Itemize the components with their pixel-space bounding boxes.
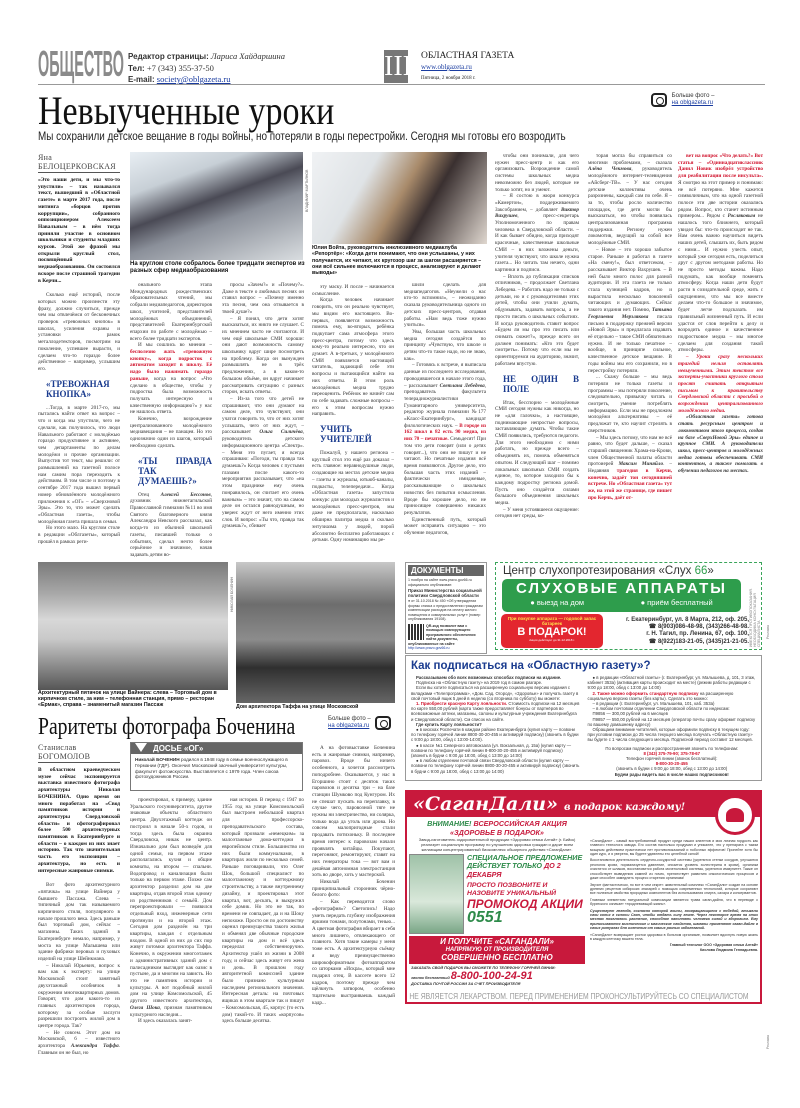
article-column bbox=[404, 282, 486, 554]
text-run: Светлана Лебедева bbox=[439, 382, 485, 389]
text-run: Стоимость подписки на 12 месяцев по карте 550,00 рублей (карта также предоставляет бонусы от партнёров во всевозможные аптеки, магазины, салоны и культурные учреждения Екатеринбурга и Свердловской области). См список на сайте. bbox=[411, 701, 580, 722]
ad-paragraph: Восстановится деятельность сердечно-сосудистой системы (укрепятся стенки сосудов, улучшится реология крови, нормализуется давление, снизится уровень холестерина в крови), организм очистится от шлаков, восстановится работа мочеполовой системы, укрепится иммунитет. Также он способствует выведению камней из почек, препятствует развитию онкологических процессов и даже способен замедлить процесс старения организма! bbox=[590, 858, 758, 881]
photo-caption: Дом архитектора Таффа на улице Московской bbox=[236, 704, 359, 710]
article-column bbox=[588, 153, 672, 554]
text-run: – Не совсем. Этот дом на Московской, 6 – известного архитектора bbox=[38, 1029, 120, 1050]
paragraph bbox=[495, 274, 579, 368]
article-subtitle: Мы сохранили детское вещание в годы войны, но потеряли в годы перестройки. Сегодня мы готовы его возродить bbox=[38, 131, 566, 143]
ad-headline: СЛУХОВЫЕ АППАРАТЫ bbox=[516, 580, 727, 597]
product-package-image bbox=[409, 854, 464, 934]
text-run: не нашлось того ближнего, который увидел бы: что-то происходит не так. Нам очень важно научиться видеть наших детей, слышать их, быть рядом с ними... И нужно учесть опыт, который уже сегодня есть, поделиться друг с другом методами работы. Но не просто методы важны. Надо подумать, как вообще поменять атмосферу. Когда наши дети будут расти в созидательной среде, жить с ощущением, что мы все вместе делаем что-то большое и значимое, будет легче подсказать им правильный жизненный путь. И если удастся от слов перейти к делу и возродить единое и качественное подростковое медиа – мы многое сделаем для создания такой атмосферы. bbox=[678, 213, 763, 354]
text-run: – в редакции (г. Екатеринбург, ул. Малышева, 101, каб. 353а) bbox=[592, 701, 715, 707]
text-run: проектировал, к примеру, здание Уральского госуниверситета, другие знаковые объекты областного центра. Двухэтажный коттедж он построил в начале 50-х годов, и тогда здесь была окраина Свердловска, никак не центр. Изначально дом был возведён для одной семьи, на первом этаже располагались кухня и общие комнаты, на втором — спальни. Водопровод и канализация были только на первом этаже. Позже сам архитектор разделил дом на две квартиры, отдав второй этаж одному из родственников с семьёй. Дом перепроектировали — появился отдельный вход, инженерные сети протянули и на второй этаж. Сегодня дом разделён на три квартиры, каждая с отдельным входом. В одной из них до сих пор живут потомки архитектора Таффа. Конечно, в окружении многоэтажек и административных зданий дом с палисадником выглядит как оазис в пустыне, да и многим на зависть. Но это не памятник истории и культуры. А вот подобный жилой дом на улице Комсомольской, 45 другого известного архитектора, bbox=[130, 797, 212, 1005]
offer bbox=[467, 854, 585, 880]
ad-paragraph: Существует легенда, согласно которой воины, возвращающиеся с победой, втыкали свои копья в склоны Саян, чтобы отдать силу земле. Через некоторое время на этих местах появлялось растение, способное наполнять человека силой и здоровьем. Ему приписываются мистические и магические свойства, шаманы применяют саган-дайля в своих ритуалах для излечения от самых разных заболеваний. bbox=[590, 908, 758, 931]
article-column bbox=[38, 882, 120, 1056]
text-run: Вот фото архитектурного «пятачка» на улице Вайнера у бывшего Пассажа. Слева – типичный дом так называемого кирпичного стиля, популярного в начале прошлого века. Здесь раньше был торговый дом, сейчас – магазины. Таких зданий в Екатеринбурге немало, например, у моста на улице Малышева или здание фабрики перовых и пуховых изделий на улице Шейнкмана. bbox=[38, 882, 120, 962]
subscription-paragraph bbox=[588, 727, 757, 743]
text-run: Подписка на «Областную газету» на 2019 год в самом разгаре. bbox=[416, 680, 543, 686]
article-title: Раритеты фотографа Боченина bbox=[38, 714, 296, 740]
text-run: Росляковым bbox=[727, 213, 756, 220]
sagandali-ad[interactable] bbox=[405, 790, 762, 1004]
text-run: , когда на вопрос «Что сделано в обществе, чтобы у подростка была возможность получать интересную и качественную информацию?» у нас не нашлось ответа. bbox=[130, 375, 212, 416]
subscription-closing: Будем рады видеть вас в числе наших подписчиков! bbox=[614, 771, 729, 777]
text-run: Сколько ещё историй, после которых можно произнести эту фразу, должно случиться, прежде чем мы отвлечёмся от бесконечных проверок «тревожных кнопок» в школах, усиления охраны и установки рамок металлодетекторов, посмотрим на поколение, успевшее вырасти, и сделаем что-то гораздо более действенное – например, услышим его. bbox=[38, 292, 120, 372]
text-run: И мы сошлись во мнении – bbox=[138, 342, 212, 349]
ad-title bbox=[503, 565, 757, 577]
article-column bbox=[38, 292, 120, 553]
campaign: ВСЕРОССИЙСКАЯ АКЦИЯ «ЗДОРОВЬЕ В ПОДАРОК» bbox=[450, 818, 567, 837]
text-run: Конечно, возрождение централизованного молодёжного медиавещания – не панацея. Но это однозначно один из шагов, который необходимо сделать. bbox=[130, 416, 212, 449]
text-run: бесполезно жать «тревожную кнопку», когда подросток с автоматом заходит в школу. Её надо было нажимать гораздо раньше bbox=[130, 349, 212, 382]
paragraph bbox=[678, 153, 763, 354]
attention: ВНИМАНИЕ! bbox=[427, 818, 472, 828]
paragraph bbox=[38, 292, 120, 372]
document-text: ● от 31.10.2018 № 450 «Об утверждении формы списка о предоставлении гражданам компенсации расходов на оплату жилого помещения и коммунальных услуг» (номер опубликования 19108). bbox=[408, 599, 483, 621]
text-run: ...Тогда, в марте 2017-го, мы пытались найти ответ на вопрос – что и когда мы упустили, чего не сделали, как получилось, что люди Навального работают с молодёжью гораздо продуктивнее и активнее, чем департаменты по делам молодёжи и прочие организации. Выпустив тот текст, мы решили: от размышлений на газетной полосе нам самим пора переходить к действиям. В том числе и поэтому в сентябре 2017 года вышел первый номер обновлённого молодёжного приложения к «ОГ» – «Сверхновой Эры». Это то, что может сделать «Областная газета», чтобы молодёжная газета пришла в семьи. bbox=[38, 404, 120, 525]
subscription-paragraph bbox=[411, 758, 580, 774]
qr-code-icon[interactable] bbox=[408, 624, 424, 640]
paragraph bbox=[404, 362, 486, 516]
text-run: просы «Зачем?» и «Почему?». Даже в тексте о любимых песнях он ставил вопрос – «Почему именно эта песня, чем она отзывается в твоей душе?» bbox=[222, 282, 304, 315]
text-run: Татьяна Георгиевна Мерзлякова bbox=[588, 307, 672, 320]
ad-feature: ● выезд на дом bbox=[530, 598, 585, 607]
text-run: Обращаем внимание читателей, которые оформили подписку в текущем году: при условии подписки до 25 числа текущего месяца получать «Областную газету» вы будете с 1 числа следующего месяца. Подписной период составит 12 месяцев. bbox=[587, 727, 753, 743]
email-label: E-mail: bbox=[128, 75, 155, 84]
article-column bbox=[495, 153, 579, 554]
documents-title: ДОКУМЕНТЫ bbox=[408, 565, 484, 576]
issue-date: Пятница, 2 ноября 2018 г. bbox=[421, 76, 476, 81]
hearing-aid-ad[interactable] bbox=[495, 562, 762, 650]
phone[interactable]: ☎ 8(903)086-48-98, (343)266-48-98. bbox=[648, 624, 749, 631]
address: г. Екатеринбург, ул. 8 Марта, 212, оф. 205, bbox=[626, 617, 749, 623]
offer-date: ДО 2 ДЕКАБРЯ bbox=[467, 861, 561, 879]
photo-credit: НИКОЛАЙ БОЧЕНИН bbox=[230, 577, 234, 612]
paper-name: ОБЛАСТНАЯ ГАЗЕТА bbox=[421, 51, 515, 61]
ad-headline-box bbox=[502, 579, 741, 612]
text-run: писала письмо в поддержку прежней версии «Новой Эры» и предлагала издавать её отдельно – такое СМИ обязательно нужно. И не только печатное – вообще, в принципе сильное, качественное детское вещание. В годы войны мы его сохранили, но в перестройку потеряли. bbox=[588, 313, 672, 374]
text-run: Где купить Карту лояльности? bbox=[416, 721, 482, 727]
brand-logo-icon bbox=[715, 795, 755, 835]
promo-label: ПРОМОКОД АКЦИИ bbox=[467, 897, 583, 912]
ad-body bbox=[590, 819, 758, 989]
text-run: – Из-за того что детей не спрашивают, что они думают на самом деле, что чувствуют, они учатся говорить то, что от них хотят услышать, чего от них ждут, – рассказывает bbox=[222, 395, 304, 436]
subheading: «ТЫ ПРАВДА ТАК ДУМАЕШЬ?» bbox=[138, 455, 212, 486]
more-photos-label: Больше фото – bbox=[328, 716, 371, 722]
text-run: ● в редакции «Областной газеты» (г. Екатеринбург, ул. Малышева, д. 101, 3 этаж, кабинет 353а) (активация карты происходит на месте) (режим работы редакции с 9:00 до 18:00, обед с 13:00 до 14:00) bbox=[587, 675, 756, 691]
section-rubric: ОБЩЕСТВО bbox=[38, 43, 124, 84]
text-run: , пресс-секретарь Уполномоченного по правам человека в Свердловской области. – И как бывает обидно, когда приходят красочные, качественные школьные СМИ – в них вложены деньги, учителя чувствуют, что школе нужна газета... Но читать там нечего, одни картинки и подписи. bbox=[495, 213, 579, 273]
text-run: , преподаватель факультета телерадиожурналистики Гуманитарного университета, редактор журнала гимназии №177 «Класс-Екатеринбург», кандидат филологических наук. – bbox=[404, 382, 486, 429]
promo-call: ПРОСТО ПОЗВОНИТЕ И НАЗОВИТЕ УНИКАЛЬНЫЙ bbox=[467, 882, 557, 897]
text-run: , признан памятником культурного наследия... bbox=[130, 1004, 213, 1018]
address: г. Н. Тагил, пр. Ленина, 67, оф. 100, bbox=[646, 631, 749, 638]
text-run: П9857 — 550,00 рублей на 12 месяцев (оператор почты сразу оформит подписку по вашему домашнему адресу) bbox=[587, 716, 756, 727]
text-run: «Областная газета» готова стать ресурсным центром и локомотивом этого процесса, создав на базе «СверхНовой Эры» единое и крупное СМИ. А руководители школ, пресс-центров и молодёжных медиа готовы обеспечивать СМИ контентом, а также помогать в обучении педагогов на местах. bbox=[678, 414, 763, 475]
text-run: трагедия в Керчи, конечно, задаёт тон сегодняшней встрече. Но «Областная газета» тут же, на этой же странице, где пишет про Керчь, даёт от- bbox=[588, 468, 673, 501]
article-column bbox=[130, 282, 212, 558]
photo-credit: ВЛАДИМИР МАРТЬЯНОВ bbox=[305, 169, 309, 212]
text-run: Олега Шока bbox=[130, 1004, 160, 1011]
paragraph bbox=[678, 414, 763, 474]
more-photos-link[interactable]: на oblgazeta.ru bbox=[328, 723, 370, 729]
text-run: , руководитель детского информационного центра «Спектр». – Меня это пугает, я всегда спрашиваю: «Погоди, ты правда так думаешь?» Когда человек с пустыми глазами после какого-то мероприятия рассказывает, что «на этом празднике ему очень понравилось, он считает его очень важным» – это значит, что на самом деле он остался равнодушным, но уверен: ждут от него именно этих слов. И вопрос: «Ты что, правда так думаешь?», сбивает bbox=[222, 429, 304, 530]
text-run: – Как переводится слово «фотография»? Светопись! Надо уметь передать глубину изображения яркими тонами, полутонами, тенью... А цветная фотография вбирает в себя много лишнего, отвлекающего от главного. Хотя такие камеры у меня тоже есть. А архитектурную съёмку я веду преимущественно широкоформатным фотоаппаратом со шторками «Искра», который мне подарил отец. В кассете всего 12 кадров, поэтому прежде чем щёлкнуть затвором, особенно тщательно выстраиваешь каждый кадр... bbox=[312, 899, 395, 1006]
get-line: НАПРЯМУЮ ОТ ПРОИЗВОДИТЕЛЯ bbox=[445, 946, 549, 953]
dossier-box bbox=[130, 742, 303, 791]
house-photo bbox=[236, 562, 395, 703]
text-run: – Новое – это хорошо забытое старое. Раньше я работал в газете «На смену!», был ответсеком, – рассказывает Виктор Вахрушев. – В ней было много полос для разной аудитории. И эта газета не только стала кузницей кадров, но и вырастила несколько поколений читающих и думающих. Сейчас такого издания нет. Помню, bbox=[588, 246, 672, 314]
paragraph bbox=[222, 282, 304, 316]
text-run: ная история. В период с 1947 по 1955 год на улице Комсомольской был выстроен небольшой квартал для профессорско-преподавательского состава, который прозвали «немецким» за малоэтажные дома-коттеджи в европейском стиле. Большинство из них были коммуналками, в квартирах жили по несколько семей. Раньше поговаривали, что Олег Шок, большой специалист по малоэтажному и коттеджному строительству, а также внутреннему дизайну, и проектировал этот квартал, вот, дескать, и выкружил себе домик. Но это не так, по времени не совпадает, да и на Шоку непохоже. Просто он по достоинству оценил преимущества такого жилья и обменял две обычные городские квартиры на дом и всё здесь переделал собственноручно. Архитектор ушёл из жизни в 2008 году, и сейчас здесь живут его жена и дочь. В прошлом году авторитетной комиссией здание было признано культурным наследием регионального значения. Интересная деталь: на почтовых ящиках в этом квартале так и пишут – Комсомольская, 45, корпус (то есть дом) такой-то. И таких «корпусов» здесь больше десятка. bbox=[222, 797, 304, 1025]
text-run: Но этого мало. На круглом столе в редакции «Облгазеты», который прошёл в рамках реги- bbox=[38, 525, 120, 545]
dossier-body: родился в 1948 году в семье военнослужащего в Германии (ГДР). Окончил Московский заочный университет культуры, факультет фотоискусства. Выставляется с 1979 года. Член союза фотохудожников России. bbox=[135, 757, 288, 780]
documents-intro: 1 ноября на сайте www.pravo.gov66.ru официально опубликован: bbox=[408, 578, 472, 587]
more-photos[interactable] bbox=[328, 716, 394, 730]
ad-slogan: в подарок каждому! bbox=[563, 801, 686, 813]
qr-text: QR-код позволит вам с помощью сканирующего программного обеспечения найти документы, опубликованные на сайте bbox=[408, 623, 476, 646]
paragraph bbox=[38, 882, 120, 962]
ad-promo-box bbox=[501, 614, 603, 648]
dossier-title: ДОСЬЕ «ОГ» bbox=[131, 743, 302, 754]
editor-name: Лариса Хайдаршина bbox=[210, 51, 285, 61]
ad-title-number: 66 bbox=[694, 565, 708, 577]
text-run: – Вплоть до публикации списков отличников, – продолжает Светлана Лебедева. – Работать надо не только с детьми, но и с руководителями этих детей, чтобы они учили думать, обдумывать, задавать вопросы, а не просто писать о школьных событиях. И когда руководитель ставит вопрос «Будем ли мы про это писать или снимать сюжет?», прежде всего он должен понимать: «Кто это будет смотреть». Потому что если мы не ориентируемся на аудиторию, значит, работаем впустую. bbox=[495, 273, 579, 367]
ad-title-text: Центр слухопротезирования «Слух bbox=[503, 565, 695, 577]
paragraph bbox=[38, 1030, 120, 1057]
text-run: Единственный путь, который может исправить ситуацию – это обучение педагогов, bbox=[404, 516, 486, 537]
subscription-title: Как подписаться на «Областную газету»? bbox=[411, 660, 651, 672]
photo-caption: На круглом столе собралось более тридцати экспертов из разных сфер медиаобразования bbox=[130, 261, 305, 274]
text-run: эту маску. И после – начинается осмысление. bbox=[312, 284, 394, 297]
subscription-paragraph bbox=[411, 743, 580, 759]
editor-info bbox=[128, 51, 285, 86]
email-link[interactable]: society@oblgazeta.ru bbox=[156, 74, 231, 84]
order-text: ЗАКАЗАТЬ СВОЙ ПОДАРОК ВЫ СМОЖЕТЕ ПО ТЕЛЕФОНУ ГОРЯЧЕЙ ЛИНИИ: bbox=[411, 965, 556, 970]
hotline-hours: (звонить в будни с 9:00 до 18:00, обед с 13:00 до 14:00) bbox=[616, 766, 728, 772]
contact-label: По вопросам подписки и распространения звонить по телефонам: bbox=[605, 745, 739, 751]
text-run: ● в любом отделении почтовой связи Свердловской области (купил карту — позвони по телефону горячей линии 8800-30-20-455 и активируй подписку) (звонить в будни с 9:00 до 18:00, обед с 13:00 до 14:00) bbox=[411, 758, 580, 774]
subscription-right bbox=[588, 675, 757, 743]
paragraph bbox=[38, 525, 120, 545]
ad-warning: ИМЕЮТСЯ ПРОТИВОПОКАЗАНИЯ. НЕОБХОДИМА КОНСУЛЬТАЦИЯ СПЕЦИАЛИСТА bbox=[749, 588, 761, 647]
street-photo bbox=[38, 562, 228, 690]
text-run: И здесь оказалась занят- bbox=[138, 1018, 193, 1025]
text-run: – Я понял, что дети хотят высказаться, их никто не слушает. С их мнением часто не считаются. И чем ещё школьные СМИ хороши: они дают возможность самому школьнику вдруг шире посмотреть на проблему. Когда он вынужден размышлять не в трёх предложениях, а в каком-то большом объёме, он вдруг начинает рассматривать ситуацию с разных сторон, искать ответы. bbox=[222, 315, 304, 396]
subscription-paragraph bbox=[411, 701, 580, 722]
paragraph bbox=[130, 1018, 212, 1025]
ad-paragraph: «СаганДали» - самый востребованный продукт среди наших клиентов и моя личная гордость как главного технолога завода. Его состав настолько продуман и уникален, что у препарата с таким мощным действием практически нет противопоказаний и побочных эффектов! Пропейте хотя бы один курс, и я уверена, вы будете удивлены его целебной силой! bbox=[590, 838, 758, 857]
signature: Кислова Людмила Геннадьевна. bbox=[699, 947, 758, 952]
paragraph bbox=[588, 435, 672, 502]
photo-caption: Архитектурный пятачок на улице Вайнера: слева – Торговый дом в кирпичном стиле, за ним – телефонная станция, прямо – ресторан «Ермак», справа – знаменитый магазин Пассаж bbox=[38, 690, 217, 709]
article-title: Невыученные уроки bbox=[38, 88, 335, 133]
paragraph bbox=[222, 797, 304, 1025]
text-run: – Готовясь к встрече, я выписала данные из последнего исследования, проводившегося в начале этого года, – рассказывает bbox=[404, 362, 486, 389]
text-run: шили сделать для медиапедагогов. «Неужели о нас кто-то вспомнил», – неожиданно сказала руководительница одного из детских пресс-центров, отдавая работы. «Нам ведь тоже нужно учиться». bbox=[404, 282, 486, 329]
page-number: III bbox=[384, 51, 412, 82]
text-run: Максим Миняйло bbox=[618, 461, 664, 468]
paragraph bbox=[588, 374, 672, 434]
documents-link[interactable]: http://www.pravo.gov66.ru bbox=[408, 646, 450, 650]
ad-brand: «СаганДали» bbox=[413, 792, 558, 815]
text-run: – У меня устоявшееся ощущение: сегодня нет среды, ко- bbox=[495, 506, 579, 520]
article-column bbox=[222, 797, 304, 1054]
text-run: , руководитель молодёжного интернет-телевидения «Айсберг-ТВ». – У нас сегодня детские коллективы очень разрознены, каждый сам по себе. Я – за то, чтобы росло количество площадок, где дети могли бы высказаться, но чтобы появилась централизованная программа поддержки. Региону нужен локомотив, ведущий за собой все молодёжные СМИ. bbox=[588, 166, 672, 247]
text-run: В городе из 162 школ в 82 есть 90 медиа, из них 70 – печатные. bbox=[404, 422, 487, 443]
text-run: П9856 — 300,00 рублей на 6 месяцев bbox=[592, 711, 668, 717]
paragraph bbox=[130, 282, 212, 342]
text-run: 1. Приобрести красную Карту лояльности. bbox=[416, 701, 508, 707]
paragraph bbox=[38, 963, 120, 1030]
text-run: Если вы хотите подписаться на расширенную социальную версию издания с вкладками «Телепрограмма», «Дом. Сад. Огород», «Здоровье» и получать газету в свой почтовый ящик 5 дней в неделю (со вторника по субботу) вы можете: bbox=[411, 685, 579, 701]
phone[interactable]: ☎ 8(922)183-21-05, (3435)21-21-05. bbox=[648, 638, 749, 645]
paragraph bbox=[130, 342, 212, 416]
subscription-paragraph bbox=[588, 717, 757, 727]
ad-addresses bbox=[609, 617, 749, 646]
text-run: Рассказываем обо всех возможных способах подписки на издание. bbox=[416, 675, 562, 680]
text-run: Виктор Вахрушев bbox=[495, 206, 579, 220]
text-run: , духовник нижнетагильской Православной гимназии №11 во имя Святого благоверного князя Александра Невского рассказал, как когда-то из обычной школьной газеты, писавшей только о событиях, сделал нечто более серьёзное и значимое, начав задавать детям во- bbox=[130, 491, 212, 558]
paragraph bbox=[588, 247, 672, 374]
ad-paragraph: «СаганДали» возвращает ростки здоровья в больном организме, позволяет вдохнуть новую жизнь в каждую клеточку вашего тела. bbox=[590, 932, 758, 941]
paragraph bbox=[130, 492, 212, 559]
text-run: Когда человек начинает говорить, что он реально чувствует, мы видим его настоящего. Во-первых, появляется возможность помочь ему, во-вторых, ребёнка подкупает сама атмосфера этого пресс-центра, потому что здесь кому-то реально интересно, что он думает. А в-третьих, у молодёжного СМИ появляется настоящий читатель, задающий себе эти вопросы и пытающийся найти на них ответы. В этом роль молодёжных медиа трудно переоценить. Ребёнок не начнёт сам по себе задавать сложные вопросы – его к этим вопросам нужно направить. bbox=[312, 297, 394, 418]
ad-paragraph: Главным элементом натуральной композиции является трава саган-дайля, что в переводе с бурятского означает «продлевающий жизнь». bbox=[590, 897, 758, 907]
text-run: Александра Таффа bbox=[70, 1043, 119, 1050]
paragraph bbox=[312, 297, 394, 418]
text-run: 2. Также можно оформить стандартную подписку bbox=[592, 690, 699, 696]
text-run: Алексей Бессонов bbox=[160, 491, 211, 498]
speaker-photo bbox=[312, 152, 487, 244]
article-column bbox=[312, 284, 394, 554]
order-phone[interactable]: 8-800-100-24-91 bbox=[450, 970, 533, 983]
paragraph bbox=[495, 153, 579, 193]
article-column bbox=[312, 745, 395, 1054]
paragraph bbox=[312, 284, 394, 297]
promo-top: При покупке аппарата — годовой запас батареек bbox=[507, 616, 597, 626]
ad-label: Реклама bbox=[766, 625, 770, 640]
get-line: И ПОЛУЧИТЕ «САГАНДАЛИ» bbox=[440, 936, 554, 946]
article-column bbox=[130, 797, 212, 1054]
ad-feature: ● приём бесплатный bbox=[640, 598, 713, 607]
tel-label: Тел: bbox=[128, 63, 145, 73]
paragraph bbox=[588, 153, 672, 247]
author-byline: Станислав БОГОМОЛОВ bbox=[38, 743, 120, 763]
article-column bbox=[222, 282, 304, 554]
text-run: А на фотовыставке Боченина есть и жанровые снимки, например, паровоз. Вроде бы ничего особенного, а хочется рассмотреть поподробнее. Оказывается, у нас в Егоршино стоит с десяток таких паровозов и десятка три – на базе станции Шумково под Кунгуром. Их не спешат пускать на переплавку, в случае чего, паровозной тяге не нужны ни электричество, ни солярка, только вода да уголь или дрова. Но совсем малопригодные стали продавать потихоньку. В последнее время интерес к паровозам начали проявлять китайцы. Покупают, перегоняют, ремонтируют, ставят на них генераторы тока — вот вам и дешёвая автономная электростанция хоть во дворе, хоть у мастерской. bbox=[312, 745, 395, 879]
text-run: . Главным он не был, но bbox=[38, 1043, 120, 1056]
paragraph bbox=[38, 405, 120, 526]
paragraph bbox=[312, 745, 395, 879]
tel: +7 (343) 355-37-50 bbox=[146, 62, 214, 73]
text-run: Семьдесят! При том что дети говорят (или о детях говорят...), что они не пишут и не читают. Но печатные издания всё время появляются. Другое дело, что большая часть этих изданий – фактически имиджевые, рассказывающие о школьных новостях без попытки осмысления. Вроде бы хорошее дело, но не приносящее совершенно никаких результатов. bbox=[404, 436, 486, 516]
camera-icon bbox=[375, 716, 391, 730]
paragraph bbox=[312, 899, 395, 1006]
text-run: Алёна Чекмова bbox=[588, 166, 632, 173]
paragraph bbox=[222, 316, 304, 396]
first-column bbox=[38, 743, 120, 1054]
contact-phones[interactable]: 8 (343) 375-79-90; 375-78-67 bbox=[643, 750, 701, 756]
document-title[interactable]: Приказ Министерства социальной политики Свердловской области bbox=[408, 588, 482, 598]
subscription-left bbox=[411, 675, 580, 777]
subscription-paragraph bbox=[588, 675, 757, 691]
site-link[interactable]: www.oblgazeta.ru bbox=[421, 63, 472, 71]
text-run: Ольга Силичёва bbox=[259, 429, 303, 436]
paragraph bbox=[130, 797, 212, 1018]
text-run: – в любом почтовом отделении Свердловской области по индексам: bbox=[592, 706, 730, 712]
first-column bbox=[38, 153, 120, 553]
order-block bbox=[409, 964, 585, 989]
paragraph bbox=[222, 396, 304, 530]
dossier-text bbox=[131, 754, 302, 783]
right-bottom-stack bbox=[405, 655, 762, 1004]
more-photos-label: Больше фото – bbox=[671, 93, 715, 99]
editor-label: Редактор страницы: bbox=[128, 52, 209, 61]
paragraph bbox=[404, 282, 486, 329]
text-run: ... Скажу больше – мы ведь потеряли не только газеты и программы – мы потеряли поколение, следовательно, привычку читать и смотреть, умение потреблять информацию. Если мы не предложим молодёжи альтернативы – её предложат те, кто научит стрелять в сверстников. bbox=[588, 374, 672, 434]
subscription-paragraph bbox=[588, 691, 757, 701]
subheading: УЧИТЬ УЧИТЕЛЕЙ bbox=[320, 424, 372, 445]
promo-code: 0551 bbox=[467, 909, 503, 927]
header-divider bbox=[38, 84, 765, 85]
text-run: ● в киосках Роспечати в каждом районе Екатеринбурга (купил карту — позвони по телефону горячей линии 8800-30-20-455 и активируй подписку) (звонить в будни с 9:00 до 18:00, обед с 13:00-14:00). bbox=[411, 727, 579, 743]
roundtable-photo bbox=[130, 152, 303, 260]
text-run: – Николай Юрьевич, вопрос к вам как к эксперту: на улице Московской стоит занятный двухэтажный особнячок в окружении многоквартирных домов. Говорят, что дом какого-то из главных архитекторов города, которому за особые заслуги разрешили построить жилой дом в центре города. Так? bbox=[38, 962, 120, 1030]
text-run: – Мы здесь потому, что нам не всё равно, что будет дальше, – сказал старший священник Храма-на-Крови, член Общественной палаты области протоиерей bbox=[588, 434, 672, 468]
paragraph bbox=[495, 507, 579, 520]
more-photos-link[interactable]: на oblgazeta.ru bbox=[671, 100, 714, 106]
text-run: Николай Боченин принципиальный сторонник чёрно-белого фото: bbox=[312, 879, 395, 899]
promo-note: Акция действует до 31.12.2018 г. bbox=[529, 638, 575, 642]
ad-paragraph: Звучит фантастически, но вот в чем секрет: живительный комплекс «СаганДали» создан на основе древних рецептов сибирских знахарей с помощью современных технологий, которые сохраняют все полезные свойства природных компонентов без использования спирта, сахара и консервантов. bbox=[590, 882, 758, 896]
author-byline: Яна БЕЛОЦЕРКОВСКАЯ bbox=[38, 153, 120, 173]
article-lead: «Это наши дети, и мы что-то упустили» – так назывался текст, вышедший в «Областной газете» в марте 2017 года, после митинга «борцов против коррупции», собранного оппозиционером Алексеем Навальным – в нём тогда приняли участие в основном школьники и студенты младших курсов. Этой же фразой мы открыли круглый стол, посвящённый медиаобразованию. Он состоялся вскоре после страшной трагедии в Керчи... bbox=[38, 177, 120, 284]
text-run: вет на вопрос «Что делать?» Вот статья – «Одиннадцатиклассник Данил Новик изобрёл устройство для реабилитации после инсульта». bbox=[678, 153, 763, 180]
article-lead: В областном краеведческом музее сейчас экспонируется выставка известного фотографа архитектуры Николая БОЧЕНИНА. Одно время он много поработал на «Свод памятников истории и архитектуры Свердловской области» и сфотографировал более 500 архитектурных памятников в Екатеринбурге и области – о каждом из них знает историю. Так что значительная часть его экспозиции – архитектура, но есть и интересные жанровые снимки. bbox=[38, 767, 120, 874]
offer-text: СПЕЦИАЛЬНОЕ ПРЕДЛОЖЕНИЕ ДЕЙСТВУЕТ ТОЛЬКО bbox=[467, 852, 583, 871]
more-photos[interactable] bbox=[648, 93, 714, 107]
subheading: НЕ ОДИН В ПОЛЕ bbox=[503, 373, 579, 394]
masthead bbox=[421, 51, 514, 84]
text-run: Пожалуй, у нашего региона – круглый стол это ещё раз доказал – есть главное: неравнодушные люди, создающие на местах детские медиа – газеты и журналы, ютьюб-каналы, подкасты, телепередачи... Когда «Областная газета» запустила конкурс для молодых журналистов и молодёжных пресс-центров, мы даже не предполагали, насколько обширна палитра медиа и сколько энтузиазма у людей, порой абсолютно бесплатно работающих с детьми. Одну номинацию мы ре- bbox=[312, 450, 394, 544]
text-run: Увы, большая часть школьных медиа сегодня создаётся по принципу «Чувствую, что школе и детям что-то такое надо, но не знаю, как». bbox=[404, 328, 486, 362]
paragraph bbox=[678, 354, 763, 414]
hotline-phone[interactable]: 8-800-30-20-455 bbox=[655, 761, 688, 767]
paragraph bbox=[495, 193, 579, 273]
subscription-paragraph bbox=[411, 685, 580, 701]
text-run: на расширенную социальную версию газеты (без карты). Сделать это можно: bbox=[587, 690, 734, 701]
subscription-paragraph bbox=[411, 727, 580, 743]
text-run: – Уроки сразу нескольких трагедий нельзя оставлять невыученными. Этим текстом все эксперты-участники круглого стола просят считать открытым письмом к правительству Свердловской области с просьбой о возрождении централизованного молодёжного медиа. bbox=[678, 354, 763, 414]
camera-icon bbox=[651, 93, 667, 107]
text-run: торая могла бы справиться со многими проблемами, – сказала bbox=[588, 153, 672, 166]
signature: Главный технолог ООО «Здоровая семья Алтай» bbox=[669, 943, 758, 948]
text-run: – Я состою в жюри конкурса «Камертон», поддерживаемого Заксобранием, – добавляет bbox=[495, 193, 579, 213]
paragraph bbox=[404, 329, 486, 363]
paragraph bbox=[404, 517, 486, 537]
ad-intro: Завод-изготовитель оздоровительной продукции «Здоровая семья Алтай» (г. Бийск) реализует социальную программу по улучшению здоровья граждан и дарит всем желающим концентрированный биокомплекс обширного действия «СаганДали». bbox=[418, 836, 576, 852]
subheading: «ТРЕВОЖНАЯ КНОПКА» bbox=[46, 378, 110, 399]
ad-disclaimer: НЕ ЯВЛЯЕТСЯ ЛЕКАРСТВОМ. ПЕРЕД ПРИМЕНЕНИЕМ ПРОКОНСУЛЬТИРУЙТЕСЬ СО СПЕЦИАЛИСТОМ bbox=[409, 990, 749, 1001]
text-run: Отец bbox=[138, 491, 161, 498]
promo bbox=[467, 882, 585, 925]
get-line: СОВЕРШЕННО БЕСПЛАТНО bbox=[441, 952, 553, 962]
paragraph bbox=[130, 416, 212, 450]
article-column bbox=[678, 153, 763, 554]
dossier-name: Николай БОЧЕНИН bbox=[135, 757, 180, 762]
text-run: ● в кассе №1 Северного автовокзала (ул. Вокзальная, д. 15а) (купил карту — позвони по телефону горячей линии 8-800-30-20-455 и активируй подписку) (звонить в будни с 9:00 до 18:00, обед с 13:00 до 14:00) bbox=[411, 742, 572, 759]
ad-title-end: » bbox=[707, 565, 714, 577]
free-call: звонок бесплатный bbox=[411, 976, 450, 981]
text-run: чтобы они понимали, для чего нужен пресс-центр и как его организовать. Возрождение самой системы школьных медиа невозможно без людей, которые не только хотят, но и умеют. bbox=[495, 153, 579, 193]
paragraph bbox=[312, 879, 395, 899]
text-run: Итак, бесспорно – молодёжные СМИ сегодня нужны как никогда, но не «для галочки», а настоящие, поднимающие непростые вопросы, заставляющие думать. Чтобы такие СМИ появились, требуются педагоги. Для этого необходимо с ними работать, но прежде всего – объединять их, помочь обменяться опытом. И следующий шаг – помимо локальных школьных СМИ создать единое, то, которое заходило бы к каждому подростку региона домой. Пусть оно создаётся силами большого объединения школьных медиа. bbox=[495, 399, 579, 507]
promo-main: В ПОДАРОК! bbox=[517, 626, 587, 638]
text-run: . – Недавняя bbox=[588, 461, 673, 475]
photo-caption: Юлия Войта, руководитель инклюзивного медиаклуба «Репортёр»: «Когда дети понимают, что они услышаны, у них получается, их читают, их кругозор шаг за шагом расширяется – они всё сильнее включаются в процесс, анализируют и делают выводы» bbox=[312, 245, 482, 277]
get-box bbox=[409, 936, 585, 964]
paragraph bbox=[495, 400, 579, 507]
paragraph bbox=[312, 450, 394, 544]
subscription-box bbox=[405, 655, 762, 781]
text-run: онального этапа Международных рождественских образовательных чтений, мы собрали медиапедагогов, директоров школ, учителей, представителей молодёжных объединений, представителей Екатеринбургской епархии по работе с молодёжью – всего более тридцати экспертов. bbox=[130, 282, 212, 342]
documents-box bbox=[405, 562, 487, 654]
hotline-label: Телефон горячей линии (звонок бесплатный): bbox=[626, 756, 718, 762]
ad-label: Реклама bbox=[766, 1035, 770, 1050]
delivery-text: ДОСТАВКА ПОЧТОЙ РОССИИ ЗА СЧЕТ ПРОИЗВОДИТЕЛЯ bbox=[411, 982, 521, 987]
text-run: Я смотрю на этот пример и понимаю: не всё потеряно. Мне кажется символичным, что на одной газетной полосе эти две истории оказались рядом. Вопрос, кто станет истинным примером... Рядом с bbox=[678, 179, 763, 220]
